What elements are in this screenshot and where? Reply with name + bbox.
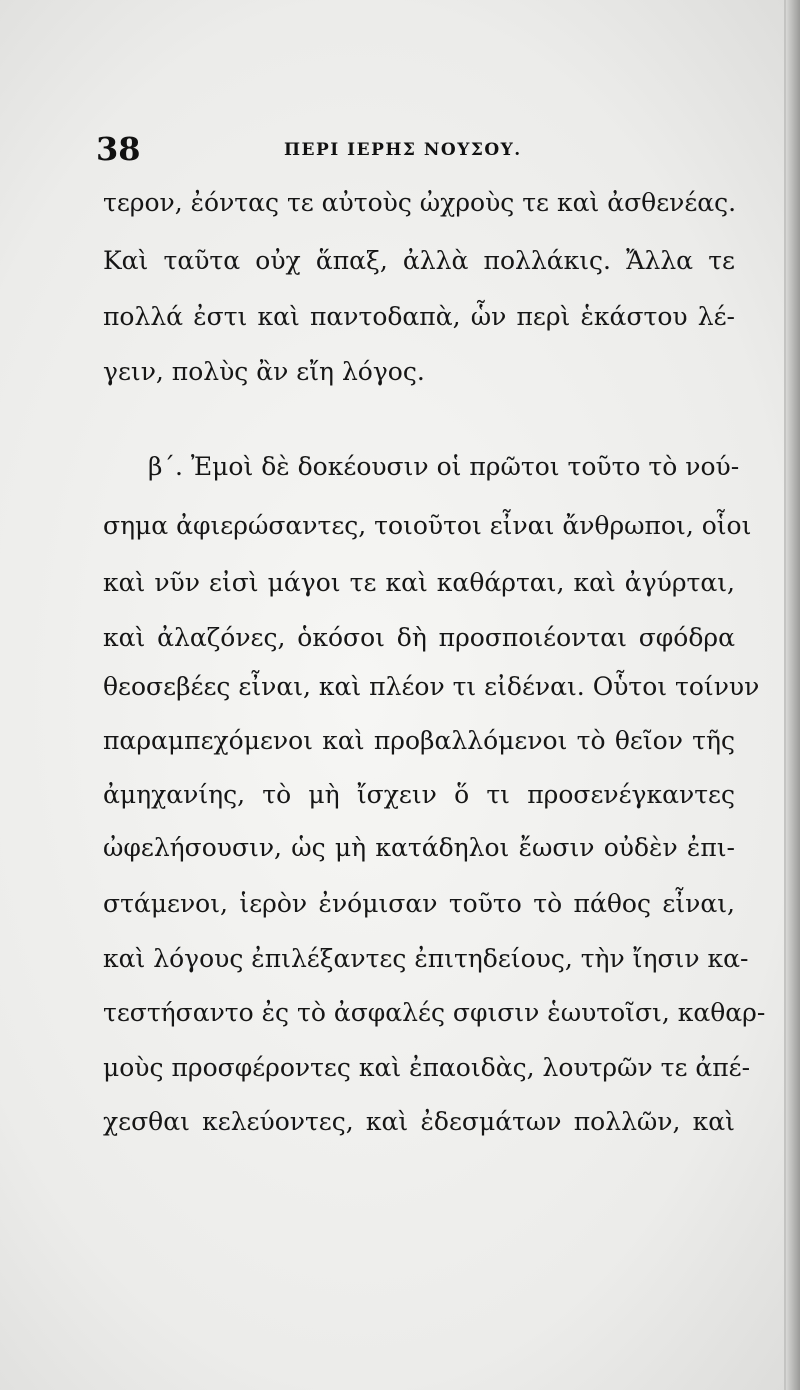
text-line: ὠφελήσουσιν, ὡς μὴ κατάδηλοι ἔωσιν οὐδὲν ἐπι- <box>103 833 735 862</box>
page-edge-shadow <box>786 0 800 1390</box>
text-line: γειν, πολὺς ἂν εἴη λόγος. <box>103 357 425 386</box>
text-line: πολλά ἐστι καὶ παντοδαπὰ, ὧν περὶ ἑκάστου λέ- <box>103 302 735 331</box>
text-line: χεσθαι κελεύοντες, καὶ ἐδεσμάτων πολλῶν, καὶ <box>103 1107 735 1136</box>
text-line: θεοσεβέες εἶναι, καὶ πλέον τι εἰδέναι. Οὗτοι τοίνυν <box>103 672 760 701</box>
text-line: καὶ νῦν εἰσὶ μάγοι τε καὶ καθάρται, καὶ ἀγύρται, <box>103 568 735 597</box>
text-line: στάμενοι, ἱερὸν ἐνόμισαν τοῦτο τὸ πάθος εἶναι, <box>103 889 735 918</box>
text-line: παραμπεχόμενοι καὶ προβαλλόμενοι τὸ θεῖον τῆς <box>103 726 735 755</box>
text-line: τερον, ἐόντας τε αὐτοὺς ὠχροὺς τε καὶ ἀσθενέας. <box>103 188 737 217</box>
text-line: καὶ ἀλαζόνες, ὁκόσοι δὴ προσποιέονται σφόδρα <box>103 623 735 652</box>
page-edge-line <box>784 0 786 1390</box>
page-header <box>96 128 736 178</box>
paragraph-start-line: β΄. Ἐμοὶ δὲ δοκέουσιν οἱ πρῶτοι τοῦτο τὸ νού- <box>148 452 740 481</box>
text-line: καὶ λόγους ἐπιλέξαντες ἐπιτηδείους, τὴν ἴησιν κα- <box>103 944 749 973</box>
text-line: σημα ἀφιερώσαντες, τοιοῦτοι εἶναι ἄνθρωποι, οἷοι <box>103 511 752 540</box>
text-line: Καὶ ταῦτα οὐχ ἅπαξ, ἀλλὰ πολλάκις. Ἄλλα τε <box>103 246 735 275</box>
page-number: 38 <box>96 130 141 168</box>
text-line: τεστήσαντο ἐς τὸ ἀσφαλές σφισιν ἑωυτοῖσι, καθαρ- <box>103 998 766 1027</box>
running-head: ΠΕΡΙ ΙΕΡΗΣ ΝΟΥΣΟΥ. <box>284 140 522 160</box>
text-line: μοὺς προσφέροντες καὶ ἐπαοιδὰς, λουτρῶν τε ἀπέ- <box>103 1053 751 1082</box>
text-line: ἀμηχανίης, τὸ μὴ ἴσχειν ὅ τι προσενέγκαντες <box>103 780 735 809</box>
